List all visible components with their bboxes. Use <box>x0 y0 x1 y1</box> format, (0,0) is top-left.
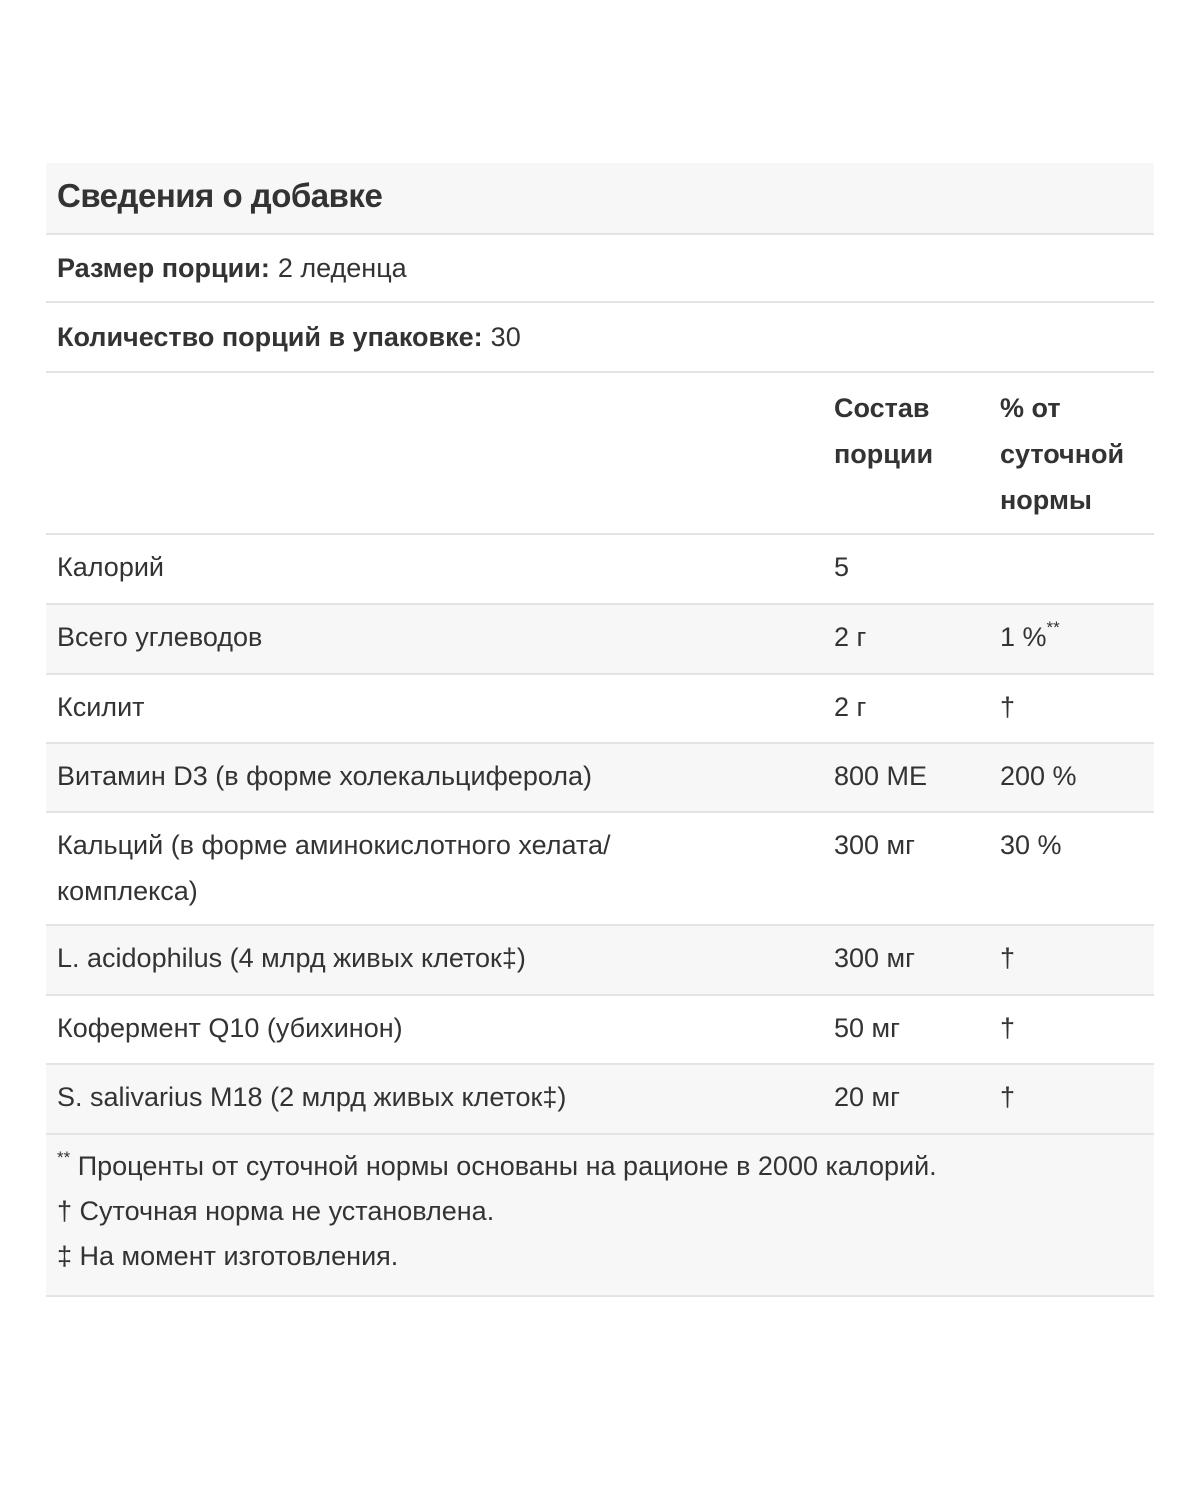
nutrient-amount: 5 <box>834 552 850 582</box>
nutrient-daily-value: 1 %** <box>1000 618 1060 652</box>
nutrient-daily-value: † <box>1000 943 1016 973</box>
nutrient-daily-value: 30 % <box>1000 830 1062 860</box>
daily-value-header-line: суточной <box>1000 439 1125 469</box>
footnote: ‡ На момент изготовления. <box>57 1241 399 1271</box>
nutrient-name: Витамин D3 (в форме холекальциферола) <box>57 761 593 791</box>
serving-size-row <box>46 235 1154 303</box>
title-row <box>46 163 1154 235</box>
footnote: ** Проценты от суточной нормы основаны на рационе в 2000 калорий. <box>57 1148 937 1181</box>
nutrient-name: Кальций (в форме аминокислотного хелата/ комплекса) <box>57 830 611 906</box>
table-row <box>46 535 1154 605</box>
servings-per-container-label: Количество порций в упаковке: <box>57 321 483 352</box>
nutrient-amount: 800 МЕ <box>834 761 928 791</box>
nutrient-name: Кофермент Q10 (убихинон) <box>57 1013 403 1043</box>
nutrient-amount: 300 мг <box>834 943 915 973</box>
nutrient-daily-value: † <box>1000 692 1016 722</box>
daily-value-column-header <box>1000 385 1150 523</box>
amount-column-header <box>834 385 964 477</box>
amount-header-line: Состав <box>834 393 930 423</box>
footnotes <box>46 1135 1154 1297</box>
nutrient-daily-value: † <box>1000 1013 1016 1043</box>
nutrient-name: S. salivarius M18 (2 млрд живых клеток‡) <box>57 1082 567 1112</box>
footnote-mark: ** <box>1046 618 1060 637</box>
table-row <box>46 744 1154 813</box>
daily-value-header-line: нормы <box>1000 485 1092 515</box>
footnote-mark: ** <box>57 1148 71 1167</box>
nutrient-amount: 2 г <box>834 622 867 652</box>
supplement-facts-panel <box>46 163 1154 1297</box>
daily-value-header-line: % от <box>1000 393 1061 423</box>
table-row <box>46 675 1154 744</box>
table-header <box>46 373 1154 535</box>
nutrient-daily-value: † <box>1000 1082 1016 1112</box>
serving-size-label: Размер порции: <box>57 252 270 283</box>
nutrient-amount: 20 мг <box>834 1082 900 1112</box>
footnote: † Суточная норма не установлена. <box>57 1196 495 1226</box>
table-row <box>46 926 1154 996</box>
table-row <box>46 813 1154 926</box>
table-row <box>46 1065 1154 1135</box>
amount-header-line: порции <box>834 439 934 469</box>
panel-title: Сведения о добавке <box>57 177 383 214</box>
nutrient-amount: 300 мг <box>834 830 915 860</box>
servings-per-container-row <box>46 303 1154 373</box>
nutrient-amount: 2 г <box>834 692 867 722</box>
nutrient-name: Калорий <box>57 552 164 582</box>
nutrient-name: Ксилит <box>57 692 145 722</box>
servings-per-container-value: 30 <box>490 321 521 352</box>
table-row <box>46 605 1154 675</box>
nutrient-amount: 50 мг <box>834 1013 900 1043</box>
serving-size-value: 2 леденца <box>277 252 407 283</box>
nutrient-name: L. acidophilus (4 млрд живых клеток‡) <box>57 943 526 973</box>
nutrient-daily-value: 200 % <box>1000 761 1077 791</box>
nutrient-name: Всего углеводов <box>57 622 263 652</box>
table-row <box>46 996 1154 1065</box>
